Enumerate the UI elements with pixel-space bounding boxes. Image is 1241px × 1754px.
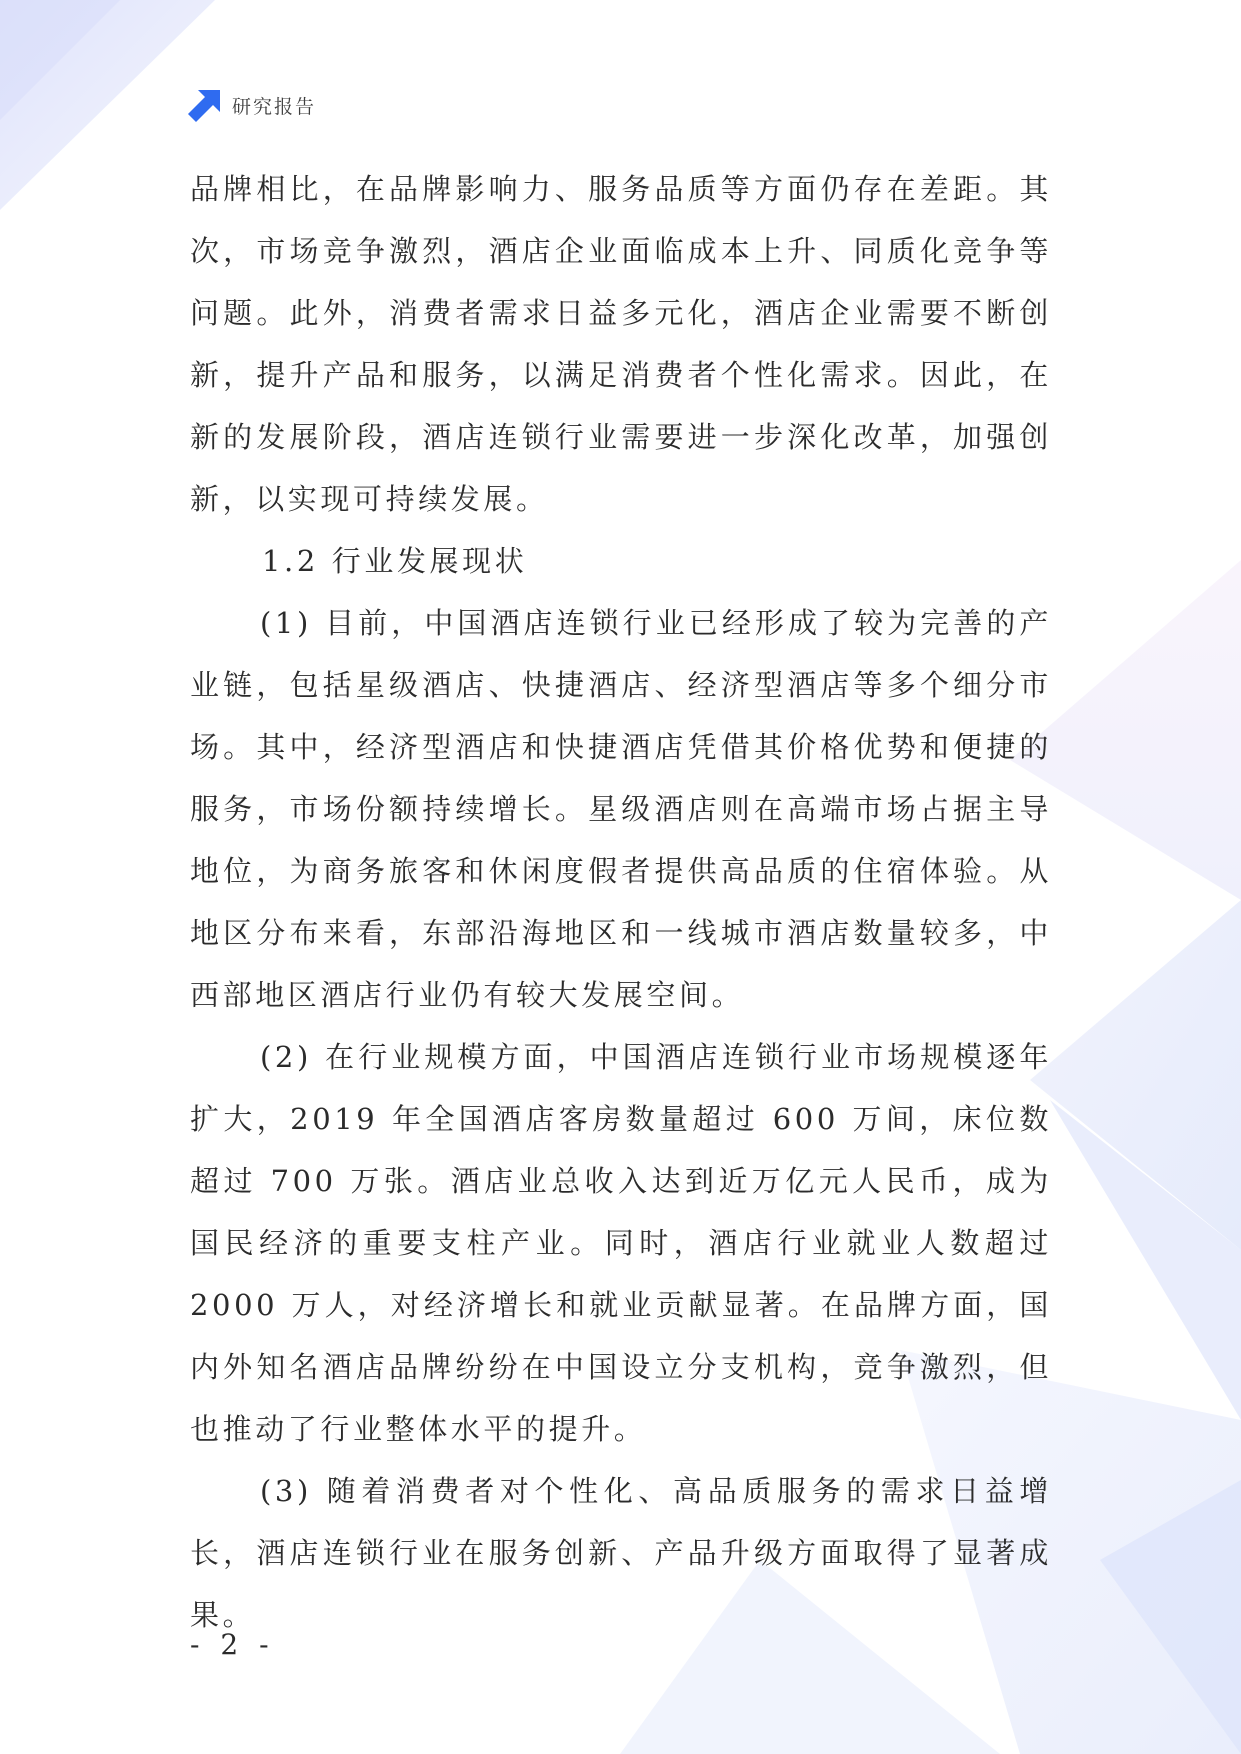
header-label: 研究报告 xyxy=(232,95,317,118)
paragraph-2: (2) 在行业规模方面，中国酒店连锁行业市场规模逐年扩大，2019 年全国酒店客房数量超过 600 万间，床位数超过 700 万张。酒店业总收入达到近万亿元人民币，成为国民经济的重要支柱产业。同时，酒店行业就业人数超过 2000 万人，对经济增长和就业贡献显著。在品牌方面，国内外知名酒店品牌纷纷在中国设立分支机构，竞争激烈，但也推动了行业整体水平的提升。 xyxy=(190,1040,1052,1446)
paragraph-continued: 品牌相比，在品牌影响力、服务品质等方面仍存在差距。其次，市场竞争激烈，酒店企业面临成本上升、同质化竞争等问题。此外，消费者需求日益多元化，酒店企业需要不断创新，提升产品和服务，以满足消费者个性化需求。因此，在新的发展阶段，酒店连锁行业需要进一步深化改革，加强创新，以实现可持续发展。 xyxy=(190,172,1052,516)
section-heading: 1.2 行业发展现状 xyxy=(262,544,528,578)
document-body xyxy=(190,158,1052,1646)
paragraph-3: (3) 随着消费者对个性化、高品质服务的需求日益增长，酒店连锁行业在服务创新、产品升级方面取得了显著成果。 xyxy=(190,1474,1052,1632)
page-header xyxy=(188,88,316,122)
arrow-up-right-icon xyxy=(188,88,222,122)
page-number: - 2 - xyxy=(190,1628,275,1661)
paragraph-1: (1) 目前，中国酒店连锁行业已经形成了较为完善的产业链，包括星级酒店、快捷酒店、经济型酒店等多个细分市场。其中，经济型酒店和快捷酒店凭借其价格优势和便捷的服务，市场份额持续增长。星级酒店则在高端市场占据主导地位，为商务旅客和休闲度假者提供高品质的住宿体验。从地区分布来看，东部沿海地区和一线城市酒店数量较多，中西部地区酒店行业仍有较大发展空间。 xyxy=(190,606,1052,1012)
